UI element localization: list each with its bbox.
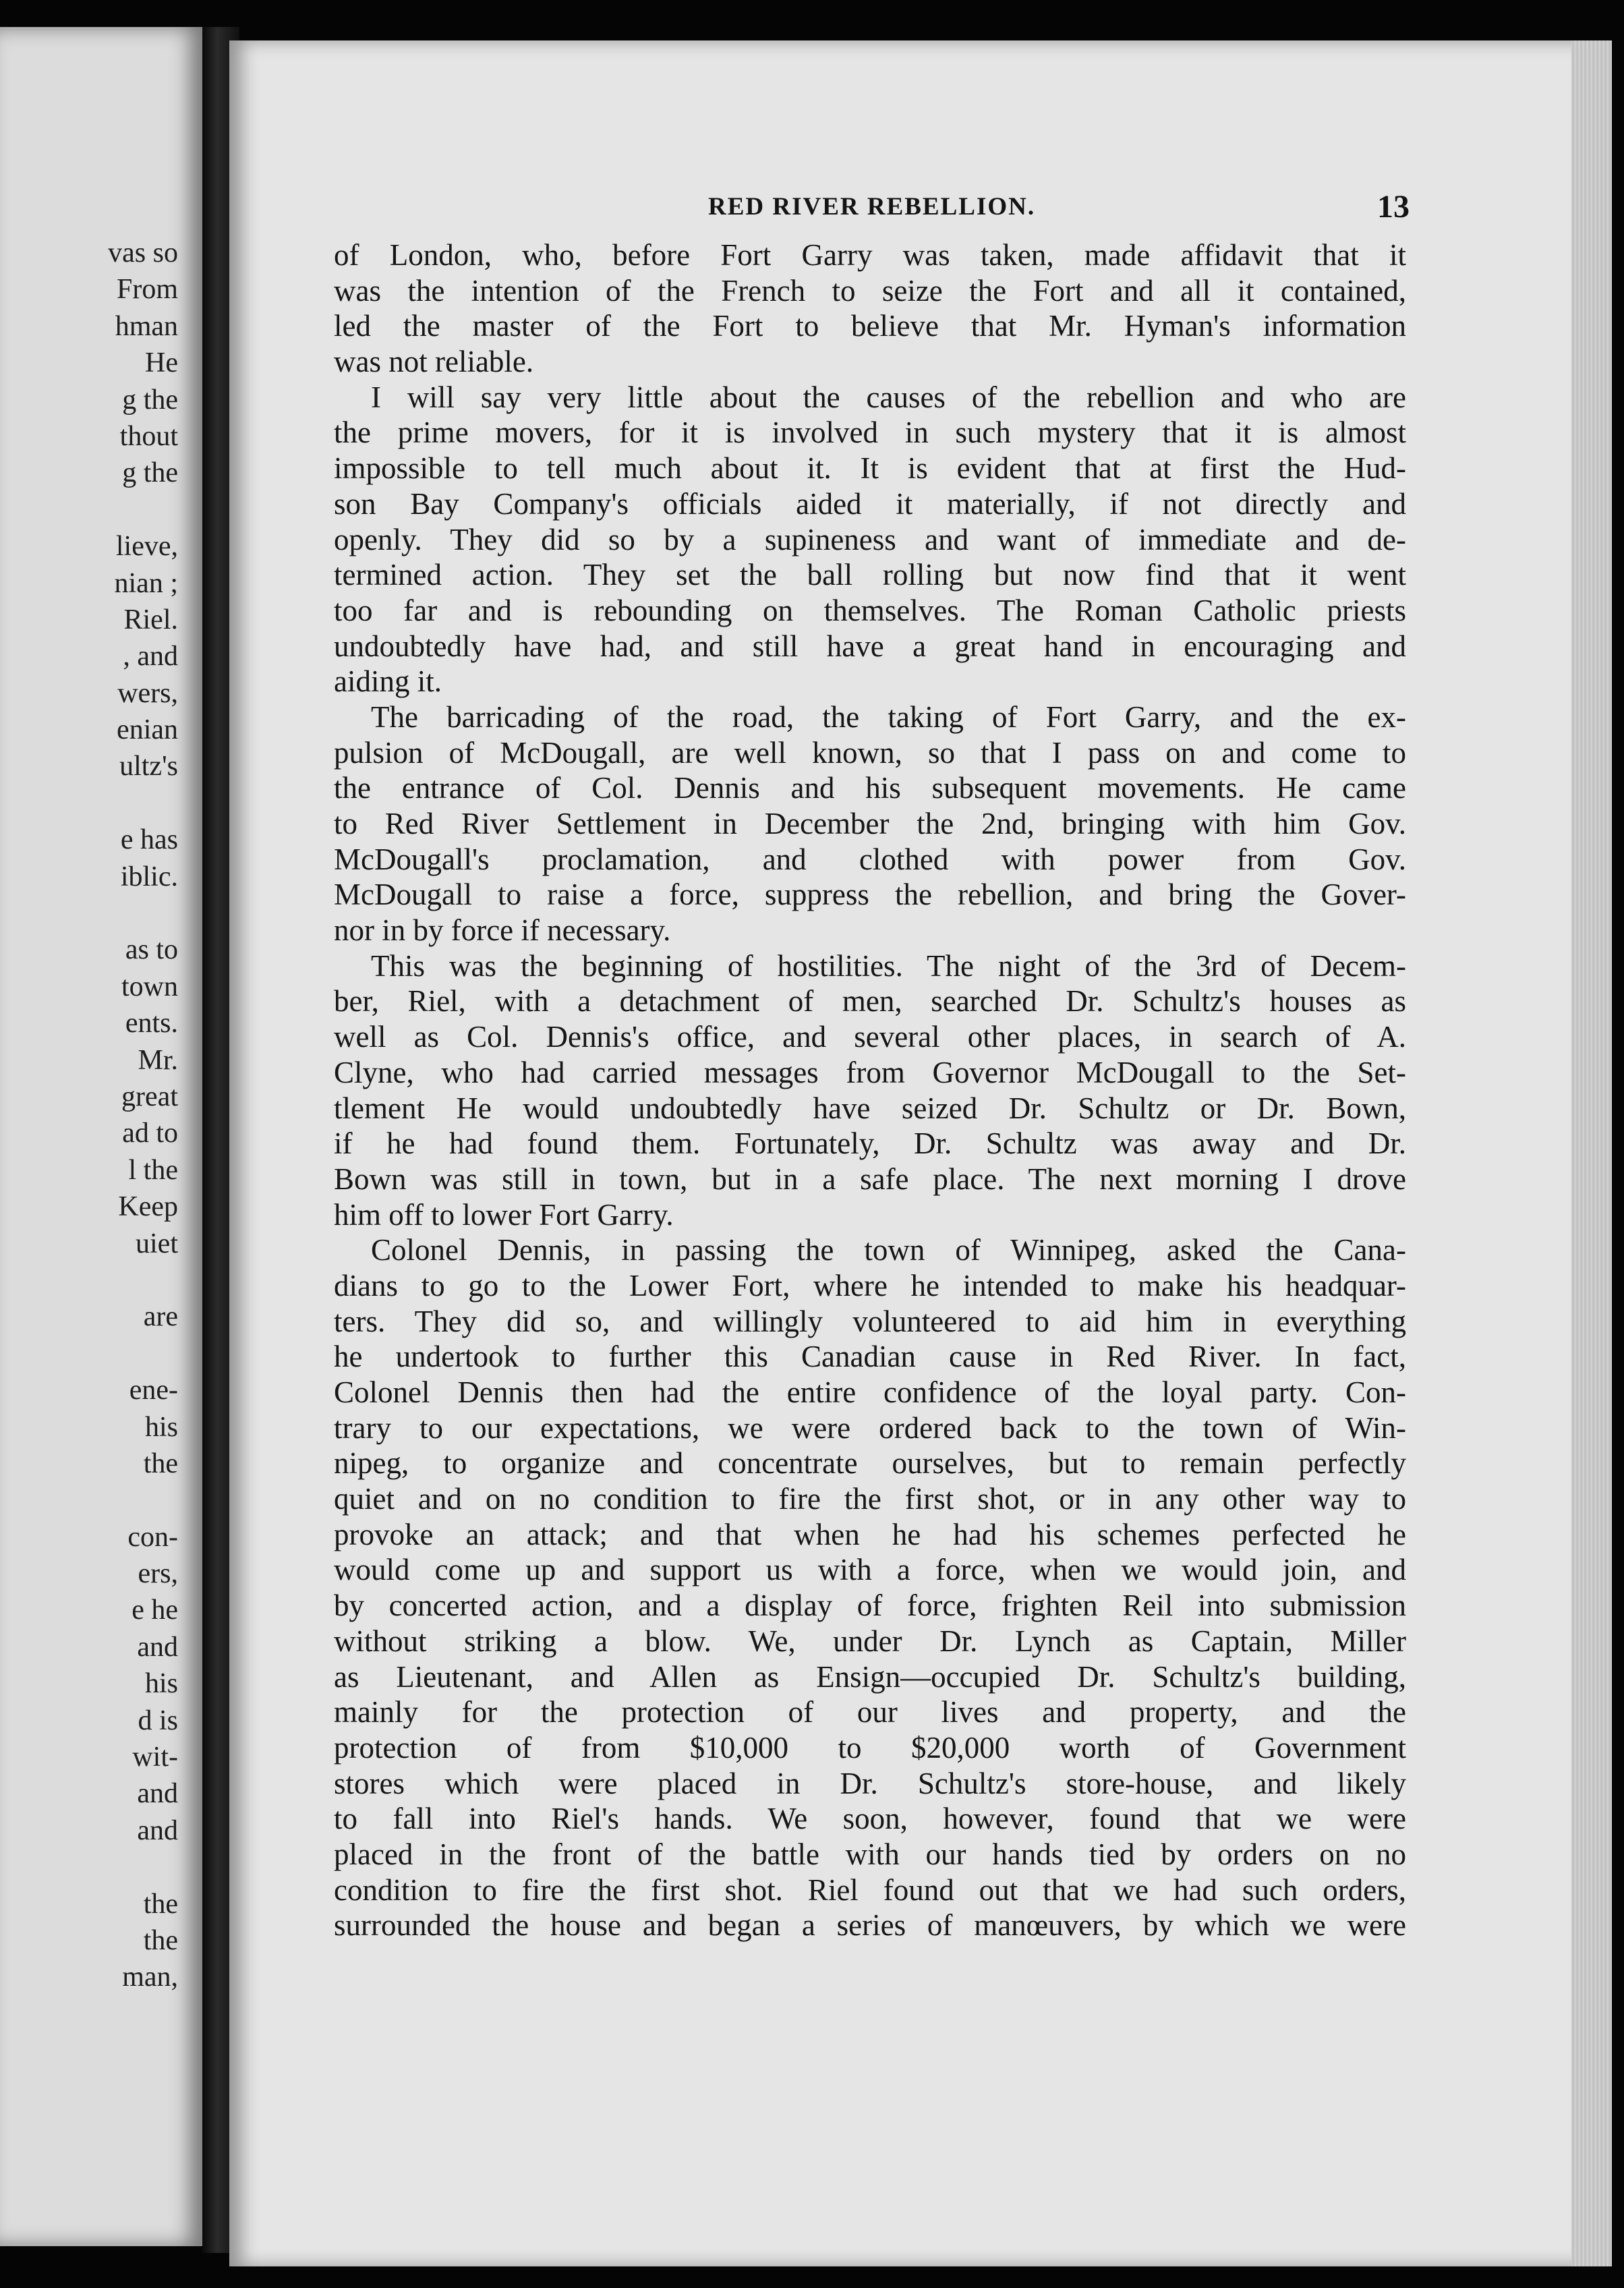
- text-line: Colonel Dennis, in passing the town of Winnipeg, asked the Cana-: [371, 1233, 1406, 1267]
- text-line: was not reliable.: [334, 345, 534, 379]
- left-page-line: d is: [138, 1705, 178, 1736]
- left-page-line: [16, 785, 178, 822]
- text-line: ber, Riel, with a detachment of men, searched Dr. Schultz's houses as: [334, 984, 1406, 1019]
- running-head: RED RIVER REBELLION.: [708, 193, 1036, 221]
- left-page-line: iblic.: [120, 861, 178, 892]
- left-page-line: nian ;: [114, 567, 178, 599]
- text-line: if he had found them. Fortunately, Dr. Schultz was away and Dr.: [334, 1126, 1406, 1161]
- left-page-line: the: [143, 1448, 178, 1479]
- text-line: openly. They did so by a supineness and want of immediate and de-: [334, 522, 1406, 556]
- left-page-line: ents.: [125, 1008, 178, 1039]
- left-page-line: con-: [127, 1521, 178, 1553]
- left-page-line: Riel.: [123, 604, 178, 635]
- left-page-line: [16, 1482, 178, 1518]
- left-page-line: are: [143, 1301, 178, 1333]
- left-page-line: vas so: [108, 237, 178, 268]
- text-line: The barricading of the road, the taking of Fort Garry, and the ex-: [371, 699, 1406, 734]
- text-line: led the master of the Fort to believe that Mr. Hyman's information: [334, 309, 1406, 343]
- text-line: stores which were placed in Dr. Schultz's store-house, and likely: [334, 1766, 1406, 1800]
- left-page-line: e he: [132, 1595, 178, 1626]
- text-line: quiet and on no condition to fire the first shot, or in any other way to: [334, 1482, 1406, 1516]
- left-page-line: wers,: [117, 677, 178, 709]
- left-page-line: his: [144, 1668, 178, 1700]
- left-page-text: [16, 235, 178, 1996]
- text-line: aiding it.: [334, 664, 442, 699]
- left-page-line: man,: [122, 1962, 178, 1993]
- left-page-line: From: [116, 274, 178, 306]
- text-line: condition to fire the first shot. Riel found out that we had such orders,: [334, 1872, 1406, 1907]
- text-line: he undertook to further this Canadian cause in Red River. In fact,: [334, 1340, 1406, 1374]
- text-line: Clyne, who had carried messages from Governor McDougall to the Set-: [334, 1055, 1406, 1089]
- left-page-line: the: [143, 1888, 178, 1920]
- text-line: pulsion of McDougall, are well known, so that I pass on and come to: [334, 735, 1406, 770]
- text-line: as Lieutenant, and Allen as Ensign—occupied Dr. Schultz's building,: [334, 1659, 1406, 1694]
- left-page-line: and: [137, 1631, 178, 1663]
- left-page-line: He: [145, 347, 178, 379]
- text-line: tlement He would undoubtedly have seized Dr. Schultz or Dr. Bown,: [334, 1091, 1406, 1125]
- text-line: termined action. They set the ball rolling but now find that it went: [334, 558, 1406, 592]
- text-line: of London, who, before Fort Garry was taken, made affidavit that it: [334, 238, 1406, 272]
- left-page-line: great: [121, 1081, 178, 1112]
- left-page-line: l the: [128, 1154, 178, 1186]
- left-page-line: Mr.: [138, 1044, 178, 1076]
- text-line: too far and is rebounding on themselves. The Roman Catholic priests: [334, 593, 1406, 627]
- left-page-line: , and: [123, 641, 178, 673]
- left-page-line: [16, 1336, 178, 1372]
- left-page-line: [16, 1849, 178, 1885]
- text-line: to Red River Settlement in December the 2nd, bringing with him Gov.: [334, 807, 1406, 840]
- text-line: This was the beginning of hostilities. The night of the 3rd of Decem-: [371, 948, 1406, 983]
- text-line: Colonel Dennis then had the entire confidence of the loyal party. Con-: [334, 1375, 1406, 1409]
- text-line: ters. They did so, and willingly volunteered to aid him in everything: [334, 1304, 1406, 1338]
- left-page-line: the: [143, 1924, 178, 1956]
- page-edge: [1571, 40, 1612, 2266]
- left-page-line: hman: [115, 310, 178, 342]
- left-page-line: ers,: [138, 1558, 178, 1590]
- text-line: son Bay Company's officials aided it materially, if not directly and: [334, 486, 1406, 521]
- text-line: placed in the front of the battle with our hands tied by orders on no: [334, 1837, 1406, 1871]
- text-line: nor in by force if necessary.: [334, 913, 671, 948]
- body-text: [334, 237, 1406, 1943]
- left-page-line: town: [121, 971, 178, 1002]
- text-line: impossible to tell much about it. It is evident that at first the Hud-: [334, 451, 1406, 486]
- text-line: nipeg, to organize and concentrate ourselves, but to remain perfectly: [334, 1446, 1406, 1481]
- text-line: the prime movers, for it is involved in such mystery that it is almost: [334, 416, 1406, 450]
- left-page-line: Keep: [118, 1191, 178, 1223]
- left-page-line: wit-: [132, 1742, 178, 1773]
- left-page: [0, 27, 202, 2246]
- text-line: undoubtedly have had, and still have a great hand in encouraging and: [334, 629, 1406, 663]
- text-line: was the intention of the French to seize the Fort and all it contained,: [334, 273, 1406, 308]
- left-page-line: e has: [120, 824, 178, 856]
- left-page-line: g the: [122, 457, 178, 489]
- left-page-line: ultz's: [119, 751, 178, 782]
- left-page-line: enian: [117, 714, 178, 746]
- left-page-line: lieve,: [115, 531, 178, 563]
- page-header: [708, 189, 1410, 233]
- left-page-line: [16, 492, 178, 528]
- left-page-line: and: [137, 1814, 178, 1846]
- text-line: protection of from $10,000 to $20,000 worth of Government: [334, 1730, 1406, 1765]
- left-page-line: thout: [119, 420, 178, 452]
- text-line: to fall into Riel's hands. We soon, however, found that we were: [334, 1802, 1406, 1836]
- text-line: dians to go to the Lower Fort, where he intended to make his headquar-: [334, 1268, 1406, 1303]
- text-line: well as Col. Dennis's office, and several other places, in search of A.: [334, 1020, 1406, 1054]
- text-line: McDougall's proclamation, and clothed with power from Gov.: [334, 842, 1406, 876]
- left-page-line: uiet: [136, 1228, 178, 1259]
- text-line: mainly for the protection of our lives and property, and the: [334, 1695, 1406, 1729]
- left-page-line: ad to: [122, 1118, 178, 1149]
- text-line: would come up and support us with a force, when we would join, and: [334, 1553, 1406, 1587]
- left-page-line: [16, 1262, 178, 1298]
- left-page-line: his: [144, 1411, 178, 1443]
- left-page-line: and: [137, 1778, 178, 1810]
- left-page-line: g the: [122, 384, 178, 416]
- text-line: the entrance of Col. Dennis and his subsequent movements. He came: [334, 771, 1406, 805]
- text-line: without striking a blow. We, under Dr. Lynch as Captain, Miller: [334, 1624, 1406, 1658]
- page-number: 13: [1377, 189, 1410, 225]
- text-line: surrounded the house and began a series of manœuvers, by which we were: [334, 1908, 1406, 1943]
- left-page-line: [16, 895, 178, 932]
- text-line: trary to our expectations, we were ordered back to the town of Win-: [334, 1410, 1406, 1445]
- text-line: provoke an attack; and that when he had his schemes perfected he: [334, 1517, 1406, 1551]
- text-line: I will say very little about the causes of the rebellion and who are: [371, 380, 1406, 414]
- text-line: him off to lower Fort Garry.: [334, 1197, 674, 1232]
- text-line: Bown was still in town, but in a safe place. The next morning I drove: [334, 1162, 1406, 1196]
- text-line: McDougall to raise a force, suppress the rebellion, and bring the Gover-: [334, 878, 1406, 912]
- left-page-line: as to: [125, 934, 178, 966]
- text-line: by concerted action, and a display of force, frighten Reil into submission: [334, 1589, 1406, 1623]
- left-page-line: ene-: [129, 1375, 178, 1406]
